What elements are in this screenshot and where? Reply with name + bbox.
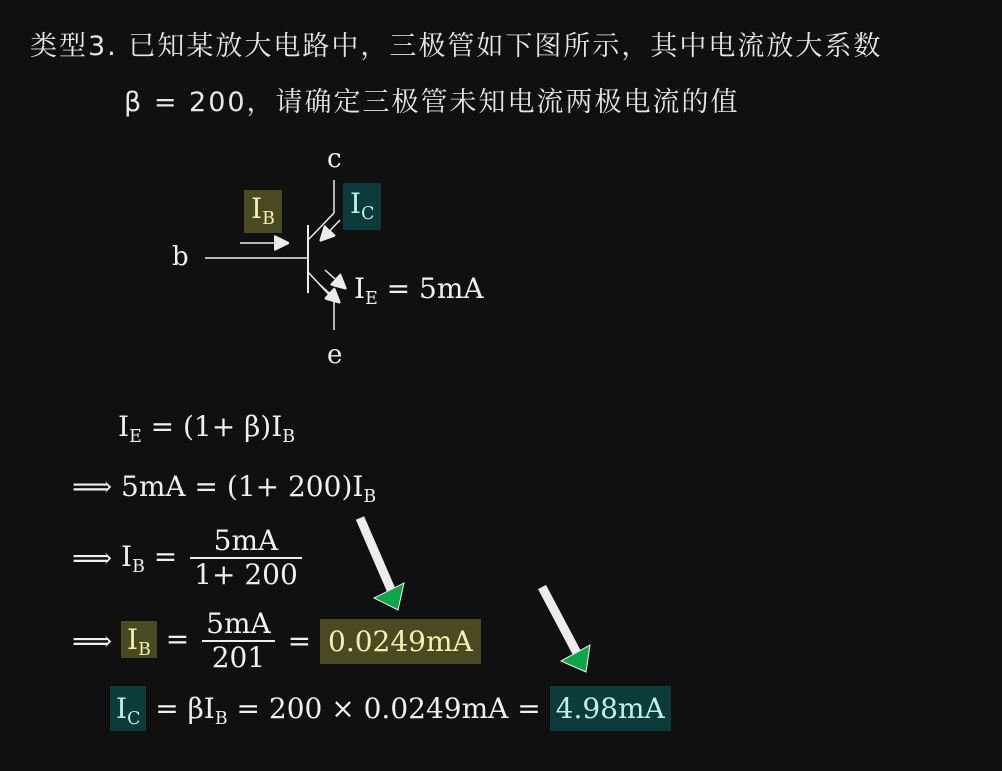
step2-text: 5mA = (1+ 200)I — [121, 470, 364, 503]
step4-fraction — [202, 608, 275, 674]
step5-text: = βI — [146, 692, 215, 725]
step1-mid: = (1+ β)I — [141, 410, 283, 443]
step4-denominator: 201 — [211, 641, 266, 675]
step5-ic-symbol: I — [116, 692, 128, 725]
step3-ib-symbol: I — [121, 539, 133, 573]
equation-step-4 — [72, 608, 481, 674]
step1-ie-sub: E — [129, 427, 142, 448]
implies-arrow: ⟹ — [72, 624, 113, 658]
ib-symbol: I — [251, 192, 263, 225]
emitter-symbol-arrow — [318, 283, 338, 301]
green-arrow-2 — [542, 587, 578, 655]
ic-result-highlight: 4.98mA — [550, 686, 671, 731]
green-arrow-1 — [360, 518, 392, 592]
step3-denominator: 1+ 200 — [194, 558, 298, 592]
ib-sub: B — [262, 209, 275, 230]
step1-ie-symbol: I — [118, 410, 130, 443]
base-label: b — [172, 242, 189, 272]
step5-ib-sub: B — [214, 709, 228, 730]
collector-diagonal — [308, 213, 334, 240]
step2-sub: B — [363, 487, 377, 508]
implies-arrow: ⟹ — [72, 541, 113, 575]
ic-sub: C — [361, 204, 375, 225]
step3-numerator: 5mA — [190, 525, 302, 559]
step4-ib-sub: B — [138, 639, 151, 660]
ib-highlight-label — [244, 190, 282, 233]
equation-step-2 — [72, 470, 376, 507]
step4-equals-2: = — [287, 624, 321, 658]
step5-text-2: = 200 × 0.0249mA = — [227, 692, 550, 725]
ic-symbol: I — [350, 187, 362, 220]
ie-symbol: I — [354, 272, 366, 305]
ie-value: = 5mA — [377, 272, 484, 305]
step5-ic-highlight — [110, 686, 146, 731]
step4-ib-highlight — [121, 621, 157, 658]
ie-label — [354, 272, 484, 309]
step4-numerator: 5mA — [202, 608, 275, 642]
problem-line-1: 类型3. 已知某放大电路中，三极管如下图所示，其中电流放大系数 — [30, 31, 883, 62]
step4-equals: = — [156, 622, 199, 656]
equation-step-1 — [118, 410, 295, 447]
ib-result-highlight: 0.0249mA — [320, 619, 481, 664]
problem-line-2: β = 200，请确定三极管未知电流两极电流的值 — [124, 87, 740, 118]
step3-equals: = — [144, 539, 187, 573]
emitter-label: e — [327, 340, 343, 370]
equation-step-5 — [110, 692, 671, 729]
implies-arrow: ⟹ — [72, 470, 113, 503]
step4-ib-symbol: I — [127, 622, 139, 656]
step5-ic-sub: C — [127, 709, 141, 730]
emitter-current-arrow — [325, 270, 344, 287]
collector-label: c — [327, 144, 342, 174]
equation-step-3 — [72, 525, 306, 591]
ie-sub: E — [365, 289, 378, 310]
step3-fraction — [190, 525, 302, 591]
step1-ib-sub: B — [282, 427, 296, 448]
ic-highlight-label — [343, 183, 381, 230]
step3-ib-sub: B — [132, 556, 145, 577]
